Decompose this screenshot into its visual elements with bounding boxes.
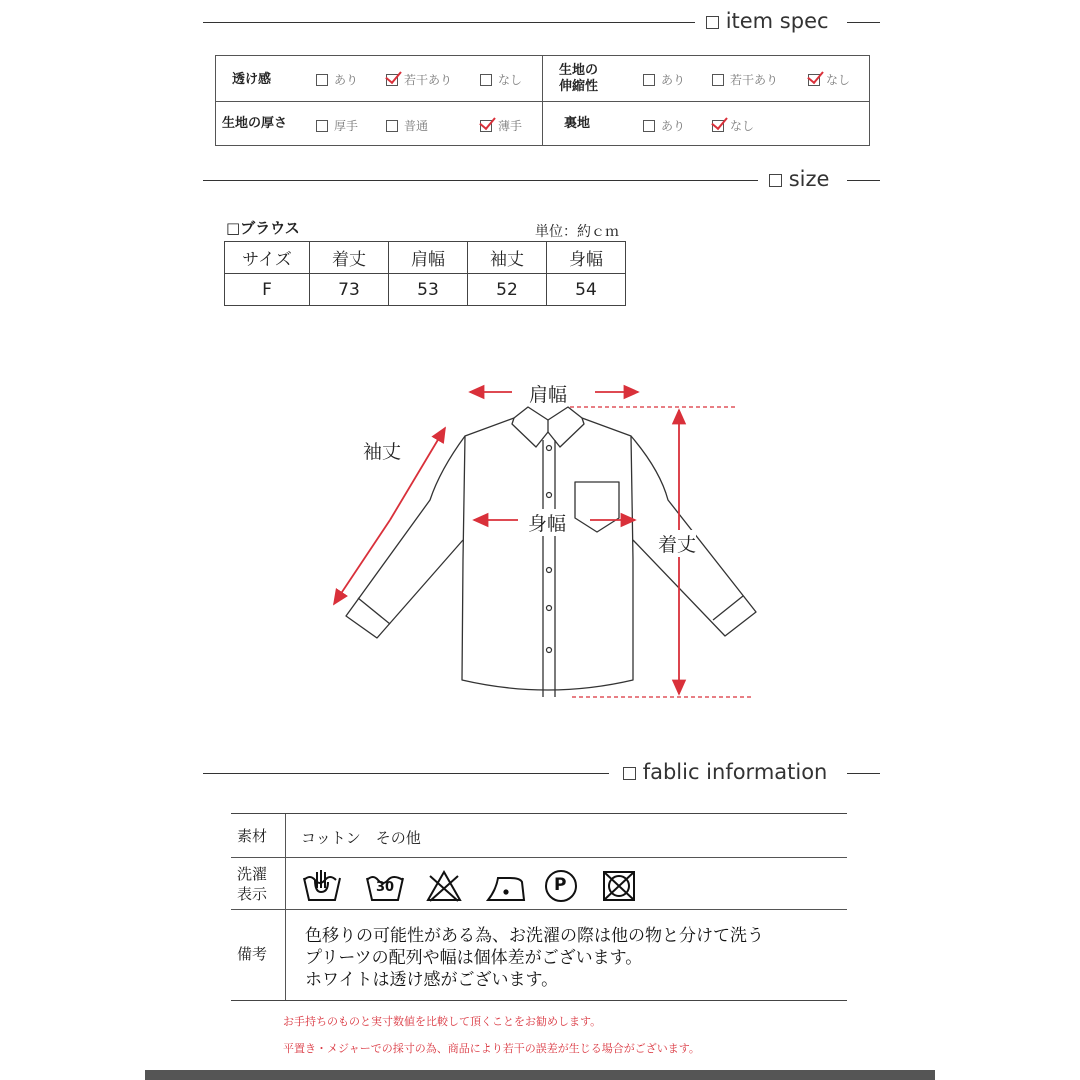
section-rule-size	[203, 180, 758, 181]
item-spec-table	[215, 55, 870, 146]
shirt-right-cuff	[713, 596, 743, 620]
section-rule-item-spec	[203, 22, 695, 23]
spec-option: 厚手	[316, 117, 358, 134]
size-cell: 53	[389, 274, 468, 306]
checkbox-icon	[316, 120, 328, 132]
wash-temp: 30	[376, 880, 395, 895]
note-line-1: 色移りの可能性がある為、お洗濯の際は他の物と分けて洗う	[305, 926, 764, 946]
iron-low-icon	[488, 878, 524, 900]
section-rule-item-spec-end	[847, 22, 880, 23]
size-cell: 73	[310, 274, 389, 306]
disclaimer-1: お手持ちのものと実寸数値を比較して頂くことをお勧めします。	[283, 1015, 602, 1028]
sleeve-arrow-down	[334, 520, 390, 604]
spec-label-lining: 裏地	[564, 116, 591, 131]
square-icon	[706, 16, 719, 29]
spec-option: なし	[712, 117, 754, 134]
label-sleeve: 袖丈	[363, 441, 402, 463]
spec-option: 普通	[386, 117, 428, 134]
care-icons	[300, 868, 640, 904]
material-label: 素材	[237, 827, 268, 845]
shirt-pocket	[575, 482, 619, 532]
checkbox-checked-icon	[480, 120, 492, 132]
spec-option: あり	[316, 71, 358, 88]
spec-option: なし	[480, 71, 522, 88]
bottom-bar	[145, 1070, 935, 1080]
size-item-title: □ブラウス	[226, 219, 300, 237]
shirt-left-sleeve	[346, 436, 465, 638]
size-table-header	[225, 242, 626, 274]
material-value: コットン その他	[301, 829, 421, 847]
checkbox-checked-icon	[808, 74, 820, 86]
button	[547, 648, 552, 653]
size-table	[224, 241, 626, 306]
square-icon	[769, 174, 782, 187]
button	[547, 568, 552, 573]
disclaimer-2: 平置き・メジャーでの採寸の為、商品により若干の誤差が生じる場合がございます。	[283, 1042, 700, 1055]
size-header-cell: サイズ	[225, 242, 310, 274]
wash-label-2: 表示	[237, 885, 268, 903]
notes-label: 備考	[237, 945, 268, 963]
size-header-cell: 肩幅	[389, 242, 468, 274]
label-body-width: 身幅	[528, 509, 566, 536]
shirt-left-cuff	[358, 598, 390, 624]
checkbox-icon	[316, 74, 328, 86]
checkbox-icon	[386, 120, 398, 132]
spec-label-stretch: 生地の 伸縮性	[559, 63, 599, 94]
note-line-3: ホワイトは透け感がございます。	[305, 970, 559, 990]
shirt-diagram	[320, 370, 770, 710]
checkbox-icon	[643, 120, 655, 132]
shirt-placket	[543, 440, 555, 697]
section-title-size: size	[769, 167, 829, 191]
no-bleach-icon	[428, 872, 460, 901]
spec-option: 若干あり	[712, 71, 778, 88]
size-cell: 52	[468, 274, 547, 306]
button	[547, 493, 552, 498]
section-rule-size-end	[847, 180, 880, 181]
section-title-item-spec: item spec	[706, 9, 829, 33]
size-header-cell: 袖丈	[468, 242, 547, 274]
no-tumble-dry-icon	[604, 872, 634, 900]
size-cell: 54	[547, 274, 626, 306]
note-line-2: プリーツの配列や幅は個体差がございます。	[305, 948, 643, 968]
spec-option: なし	[808, 71, 850, 88]
section-rule-fabric	[203, 773, 609, 774]
checkbox-checked-icon	[386, 74, 398, 86]
square-icon	[623, 767, 636, 780]
size-header-cell: 着丈	[310, 242, 389, 274]
dry-clean-letter: P	[554, 875, 567, 895]
spec-option: あり	[643, 71, 685, 88]
shirt-body	[462, 418, 633, 690]
spec-option: 薄手	[480, 117, 522, 134]
checkbox-icon	[643, 74, 655, 86]
label-shoulder: 肩幅	[529, 380, 567, 407]
spec-option: あり	[643, 117, 685, 134]
spec-option: 若干あり	[386, 71, 452, 88]
size-unit: 単位：約ｃｍ	[535, 224, 619, 240]
checkbox-checked-icon	[712, 120, 724, 132]
size-cell: F	[225, 274, 310, 306]
section-title-fabric: fablic information	[623, 760, 827, 784]
size-table-row	[225, 274, 626, 306]
section-rule-fabric-end	[847, 773, 880, 774]
checkbox-icon	[712, 74, 724, 86]
checkbox-icon	[480, 74, 492, 86]
hand-wash-icon	[304, 870, 340, 900]
label-length: 着丈	[658, 530, 696, 557]
button	[547, 606, 552, 611]
size-header-cell: 身幅	[547, 242, 626, 274]
wash-label-1: 洗濯	[237, 865, 268, 883]
spec-label-transparency: 透け感	[232, 72, 272, 87]
button	[547, 446, 552, 451]
spec-label-thickness: 生地の厚さ	[222, 116, 288, 131]
